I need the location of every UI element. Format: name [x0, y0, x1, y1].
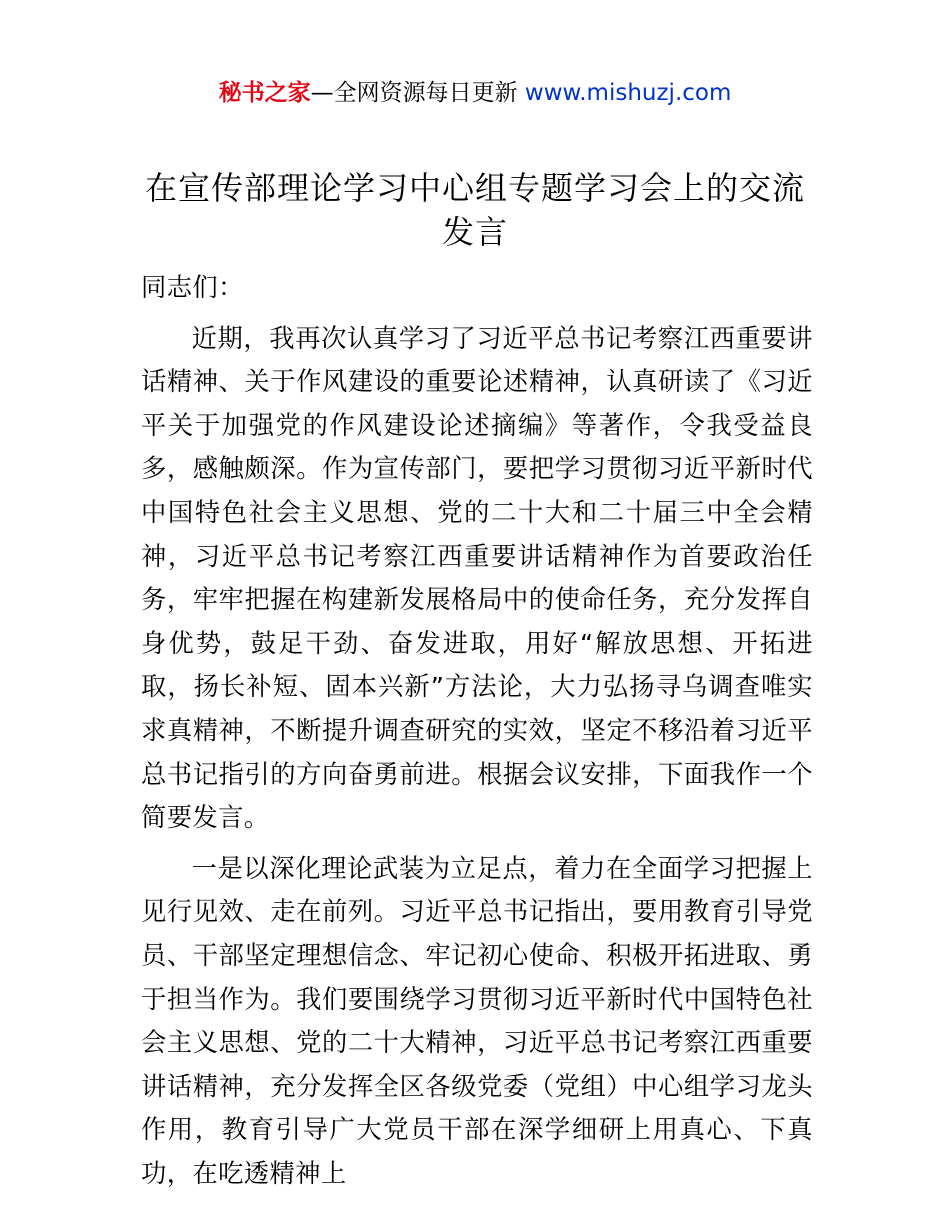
title-line-1: 在宣传部理论学习中心组专题学习会上的交流: [144, 169, 805, 207]
salutation: 同志们：: [141, 273, 244, 302]
site-header: [0, 76, 950, 110]
paragraph-point-one: 一是以深化理论武装为立足点，着力在全面学习把握上见行见效、走在前列。习近平总书记指出，要用教育引导党员、干部坚定理想信念、牢记初心使命、积极开拓进取、勇于担当作为。我们要围绕学习贯彻习近平新时代中国特色社会主义思想、党的二十大精神，习近平总书记考察江西重要讲话精神，充分发挥全区各级党委（党组）中心组学习龙头作用，教育引导广大党员干部在深学细研上用真心、下真功，在吃透精神上: [141, 853, 813, 1188]
site-url-link[interactable]: www.mishuzj.com: [524, 80, 732, 106]
site-tagline: —全网资源每日更新: [310, 80, 525, 106]
brand-name: 秘书之家: [218, 80, 311, 106]
document-body: [141, 266, 813, 1195]
document-title: [140, 166, 810, 254]
paragraph-intro: 近期，我再次认真学习了习近平总书记考察江西重要讲话精神、关于作风建设的重要论述精神，认真研读了《习近平关于加强党的作风建设论述摘编》等著作，令我受益良多，感触颇深。作为宣传部门，要把学习贯彻习近平新时代中国特色社会主义思想、党的二十大和二十届三中全会精神，习近平总书记考察江西重要讲话精神作为首要政治任务，牢牢把握在构建新发展格局中的使命任务，充分发挥自身优势，鼓足干劲、奋发进取，用好“解放思想、开拓进取，扬长补短、固本兴新”方法论，大力弘扬寻乌调查唯实求真精神，不断提升调查研究的实效，坚定不移沿着习近平总书记指引的方向奋勇前进。根据会议安排，下面我作一个简要发言。: [141, 323, 813, 833]
title-line-2: 发言: [441, 213, 508, 251]
